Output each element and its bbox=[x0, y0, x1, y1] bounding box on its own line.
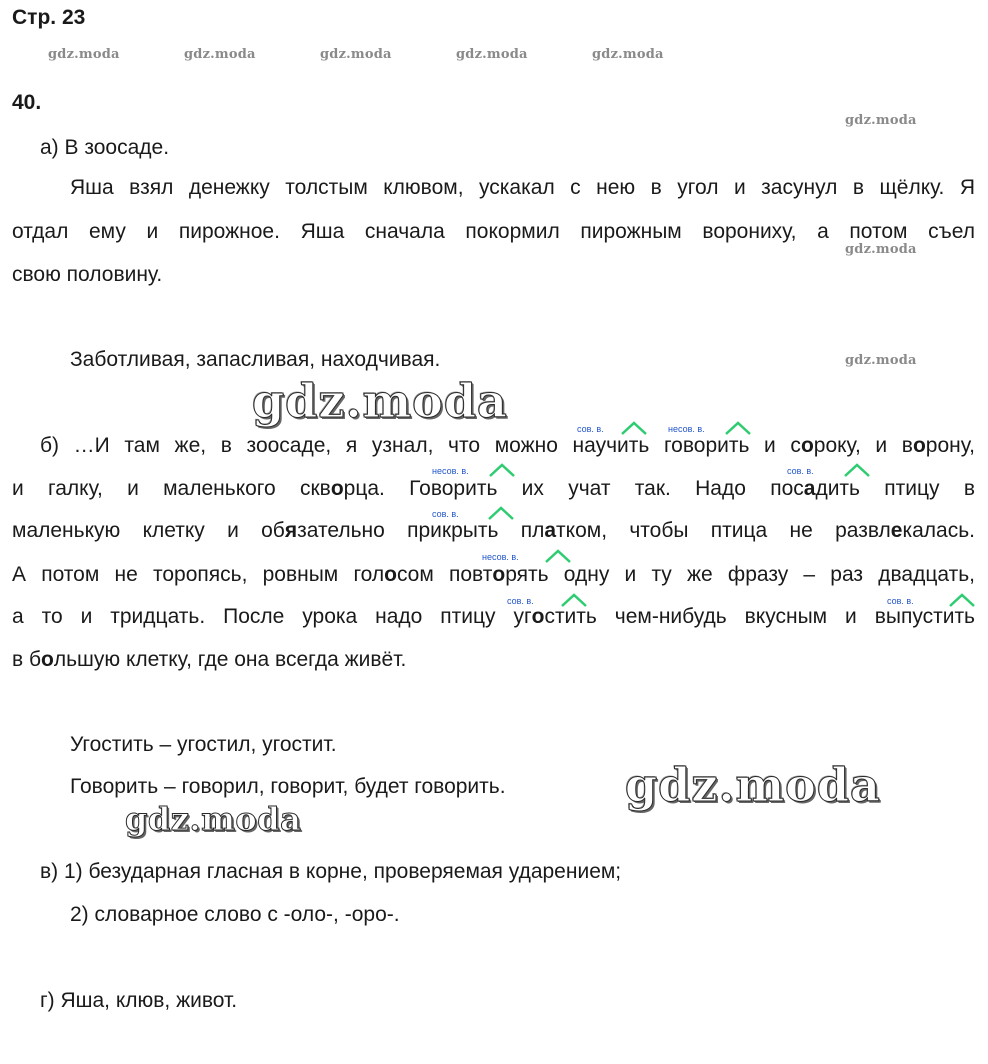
text-line: Яша взял денежку толстым клювом, ускакал с нею в угол и засунул в щёлку. Я bbox=[70, 176, 975, 199]
text-line: маленькую клетку и обязательно прикрыть платком, чтобы птица не развлекалась. bbox=[12, 519, 976, 542]
watermark-large: gdz.moda bbox=[252, 374, 508, 428]
aspect-mark: сов. в. bbox=[432, 509, 459, 519]
watermark-large: gdz.moda bbox=[625, 758, 881, 812]
aspect-mark: сов. в. bbox=[577, 424, 604, 434]
watermark: gdz.moda bbox=[184, 47, 256, 62]
text-line: а то и тридцать. После урока надо птицу угостить чем-нибудь вкусным и выпустить bbox=[12, 605, 976, 628]
text-line: свою половину. bbox=[12, 263, 163, 286]
aspect-mark: сов. в. bbox=[507, 596, 534, 606]
adjectives-line: Заботливая, запасливая, находчивая. bbox=[70, 348, 441, 371]
verb-forms-line: Угостить – угостил, угостит. bbox=[70, 733, 337, 756]
watermark: gdz.moda bbox=[320, 47, 392, 62]
text-line: в большую клетку, где она всегда живёт. bbox=[12, 648, 407, 671]
text-line: б) …И там же, в зоосаде, я узнал, что можно научить говорить и сороку, и ворону, bbox=[40, 434, 975, 457]
watermark: gdz.moda bbox=[48, 47, 120, 62]
text-line: А потом не торопясь, ровным голосом повторять одну и ту же фразу – раз двадцать, bbox=[12, 563, 975, 586]
text-line: и галку, и маленького скворца. Говорить их учат так. Надо посадить птицу в bbox=[12, 477, 975, 500]
aspect-mark: сов. в. bbox=[887, 596, 914, 606]
watermark: gdz.moda bbox=[845, 242, 917, 257]
aspect-mark: несов. в. bbox=[482, 552, 519, 562]
watermark: gdz.moda bbox=[845, 113, 917, 128]
part-v-item: в) 1) безударная гласная в корне, проверяемая ударением; bbox=[40, 860, 622, 883]
part-v-item: 2) словарное слово с -оло-, -оро-. bbox=[70, 903, 400, 926]
text-line: отдал ему и пирожное. Яша сначала покормил пирожным ворониху, а потом съел bbox=[12, 220, 975, 243]
aspect-mark: сов. в. bbox=[787, 466, 814, 476]
aspect-mark: несов. в. bbox=[668, 424, 705, 434]
watermark-medium: gdz.moda bbox=[125, 800, 302, 838]
watermark: gdz.moda bbox=[456, 47, 528, 62]
aspect-mark: несов. в. bbox=[432, 466, 469, 476]
verb-forms-line: Говорить – говорил, говорит, будет говорить. bbox=[70, 775, 506, 798]
page-number: Стр. 23 bbox=[12, 6, 86, 29]
part-g-line: г) Яша, клюв, живот. bbox=[40, 989, 238, 1012]
watermark: gdz.moda bbox=[592, 47, 664, 62]
watermark: gdz.moda bbox=[845, 353, 917, 368]
part-a-heading: а) В зоосаде. bbox=[40, 136, 170, 159]
exercise-number: 40. bbox=[12, 91, 42, 114]
